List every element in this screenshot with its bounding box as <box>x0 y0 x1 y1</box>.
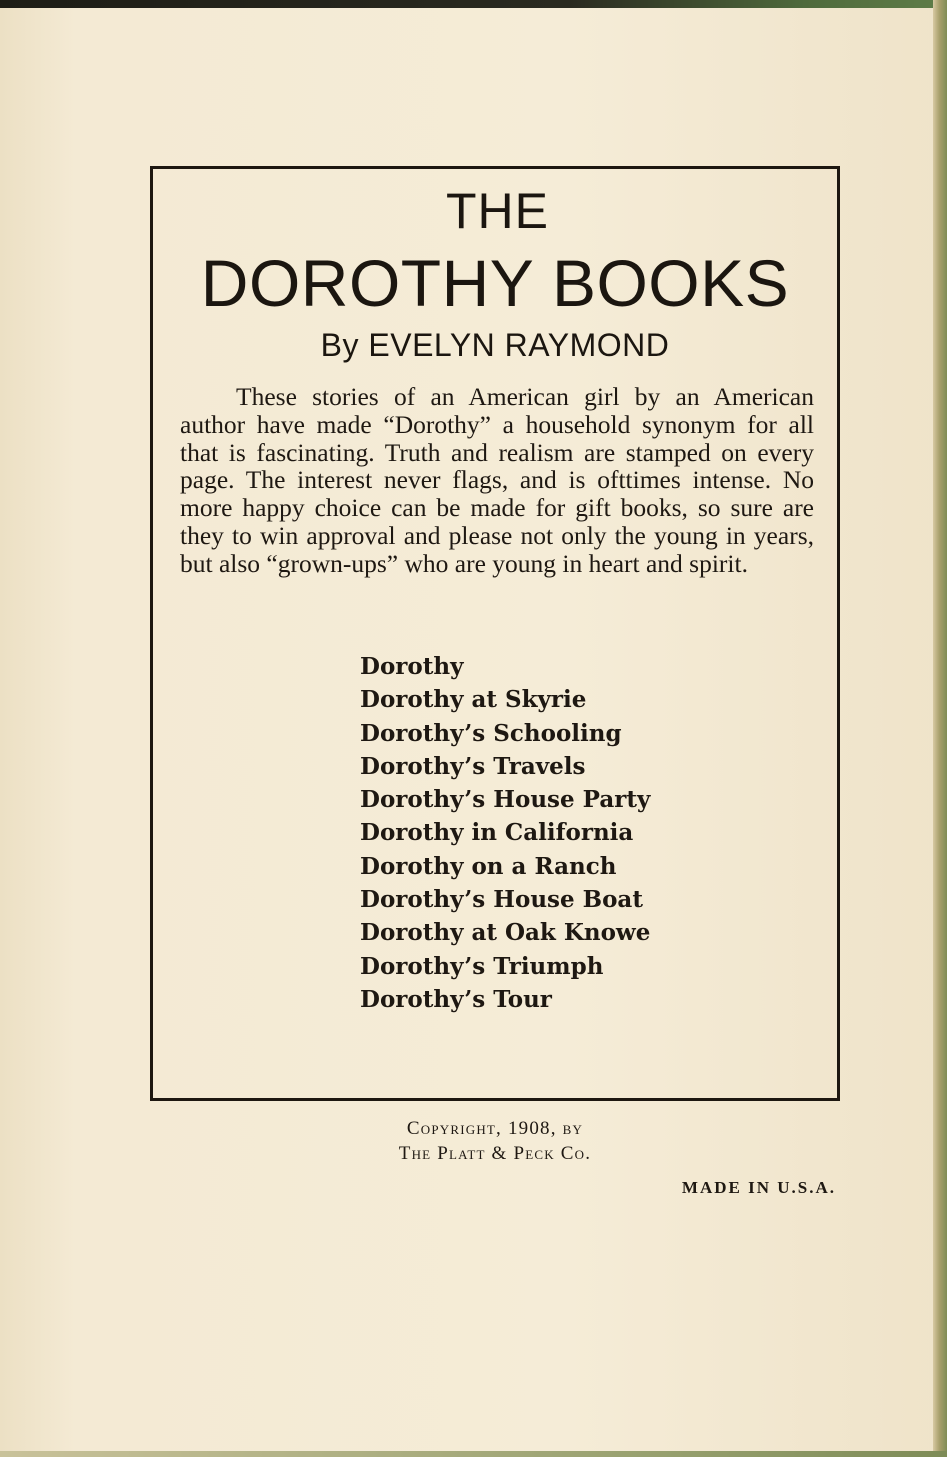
series-title-line2: DOROTHY BOOKS <box>200 246 790 320</box>
book-title: Dorothy at Skyrie <box>360 686 587 714</box>
cover-edge-top <box>0 0 947 8</box>
cover-edge-bottom <box>0 1451 947 1457</box>
series-description: These stories of an American girl by an American author have made “Dorothy” a household synonym for all that is fascinating. Truth and realism are stamped on every page. The interest never flags, and is ofttimes intense. No more happy choice can be made for gift books, so sure are they to win approval and please not only the young in years, but also “grown-ups” who are young in heart and spirit. <box>180 382 814 578</box>
copyright-notice <box>300 1116 690 1166</box>
book-title: Dorothy <box>360 653 464 680</box>
made-in-usa-label: MADE IN U.S.A. <box>681 1178 836 1197</box>
book-title: Dorothy’s Triumph <box>360 952 604 980</box>
book-title: Dorothy in California <box>360 819 634 847</box>
book-title: Dorothy at Oak Knowe <box>360 919 651 947</box>
book-title: Dorothy’s Schooling <box>360 719 622 747</box>
book-title: Dorothy’s House Party <box>360 786 651 814</box>
series-title-line1: THE <box>446 183 549 239</box>
book-title: Dorothy’s Tour <box>360 985 552 1013</box>
copyright-line: Copyright, 1908, by <box>406 1118 584 1139</box>
book-title-list <box>360 650 650 1016</box>
book-title: Dorothy on a Ranch <box>360 852 617 880</box>
book-title: Dorothy’s Travels <box>360 752 586 780</box>
book-title: Dorothy’s House Boat <box>360 886 643 914</box>
publisher-line: The Platt & Peck Co. <box>398 1143 592 1164</box>
author-byline: By EVELYN RAYMOND <box>320 327 670 363</box>
